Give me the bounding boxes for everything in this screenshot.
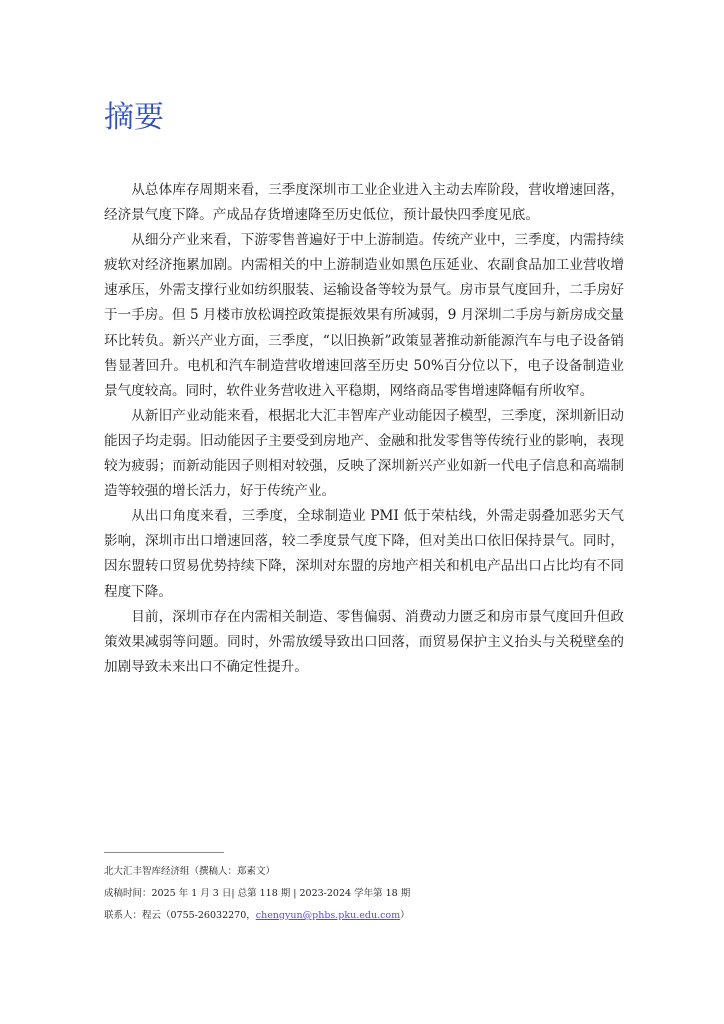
contact-email-link[interactable]: chengyun@phbs.pku.edu.com [255,910,401,921]
paragraph-current-issues: 目前，深圳市存在内需相关制造、零售偏弱、消费动力匮乏和房市景气度回升但政策效果减弱等问题。同时，外需放缓导致出口回落，而贸易保护主义抬头与关税壁垒的加剧导致未来出口不确定性提升。 [104,608,624,675]
footnote-contact [104,905,624,927]
footnote-author: 北大汇丰智库经济组（撰稿人：郑素文） [104,866,276,877]
footnotes [104,861,624,927]
paragraph-old-new-momentum: 从新旧产业动能来看，根据北大汇丰智库产业动能因子模型，三季度，深圳新旧动能因子均走弱。旧动能因子主要受到房地产、金融和批发零售等传统行业的影响，表现较为疲弱；而新动能因子则相对较强，反映了深圳新兴产业如新一代电子信息和高端制造等较强的增长活力，好于传统产业。 [104,407,624,500]
footnote-divider [104,852,224,853]
paragraph-industry-segments: 从细分产业来看，下游零售普遍好于中上游制造。传统产业中，三季度，内需持续疲软对经济拖累加剧。内需相关的中上游制造业如黑色压延业、农副食品加工业营收增速承压，外需支撑行业如纺织服装、运输设备等较为景气。房市景气度回升，二手房好于一手房。但 5 月楼市放松调控政策提振效果有所减弱，9 月深圳二手房与新房成交量环比转负。新兴产业方面，三季度，“以旧换新”政策显著推动新能源汽车与电子设备销售显著回升。电机和汽车制造营收增速回落至历史 50%百分位以下，电子设备制造业景气度较高。同时，软件业务营收进入平稳期，网络商品零售增速降幅有所收窄。 [104,232,624,399]
page-title: 摘要 [104,100,164,135]
paragraph-inventory-cycle: 从总体库存周期来看，三季度深圳市工业企业进入主动去库阶段，营收增速回落，经济景气度下降。产成品存货增速降至历史低位，预计最快四季度见底。 [104,182,624,224]
footnote-date: 成稿时间：2025 年 1 月 3 日| 总第 118 期 | 2023-2024 学年第 18 期 [104,888,411,899]
contact-suffix: ） [400,910,410,921]
abstract-body [104,178,624,680]
contact-prefix: 联系人：程云（0755-26032270， [104,910,256,921]
paragraph-exports: 从出口角度来看，三季度，全球制造业 PMI 低于荣枯线，外需走弱叠加恶劣天气影响，深圳市出口增速回落，较二季度景气度下降，但对美出口依旧保持景气。同时，因东盟转口贸易优势持续下降，深圳对东盟的房地产相关和机电产品出口占比均有不同程度下降。 [104,508,624,600]
